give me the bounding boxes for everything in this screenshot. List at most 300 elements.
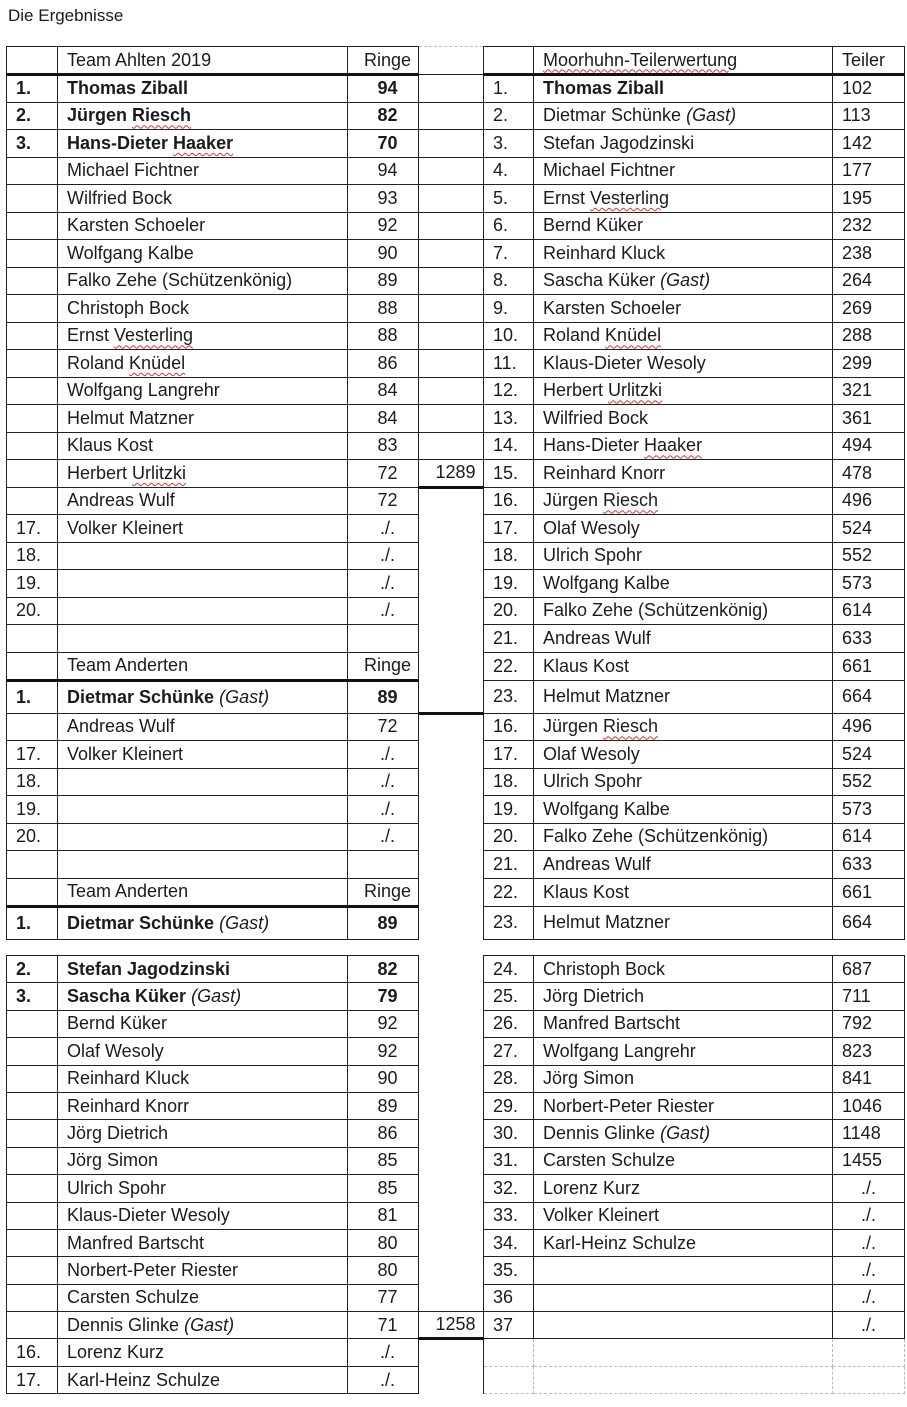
teiler-name-cell (534, 515, 833, 543)
table-row (7, 851, 905, 879)
teiler-rank-cell: 13. (484, 405, 534, 433)
name-cell (58, 377, 348, 405)
name-cell (58, 1147, 348, 1174)
teiler-rank-cell: 4. (484, 157, 534, 185)
rank-cell (7, 185, 58, 213)
table-row (7, 240, 905, 268)
teiler-cell: 614 (833, 823, 905, 851)
teiler-rank-cell: 3. (484, 130, 534, 158)
teiler-cell: 661 (833, 652, 905, 680)
teiler-rank-cell: 5. (484, 185, 534, 213)
teiler-name-cell (534, 1120, 833, 1147)
teiler-name-cell (534, 405, 833, 433)
teiler-cell: 573 (833, 796, 905, 824)
teiler-cell: 1148 (833, 1120, 905, 1147)
ringe-header: Ringe (348, 652, 419, 680)
sum-cell (419, 1257, 484, 1284)
name-cell (58, 460, 348, 488)
teiler-cell: 113 (833, 102, 905, 130)
rank-cell (7, 487, 58, 515)
sum-cell (419, 1010, 484, 1037)
teiler-name-cell: Helmut Matzner (534, 680, 833, 713)
rank-cell: 17. (7, 515, 58, 543)
rank-cell (7, 1010, 58, 1037)
player-name: Andreas Wulf (67, 490, 175, 511)
rank-cell (7, 350, 58, 378)
player-name: Volker Kleinert (67, 743, 184, 764)
teiler-rank-cell: 6. (484, 212, 534, 240)
teiler-name-cell: Klaus Kost (534, 652, 833, 680)
teiler-rank-cell: 32. (484, 1175, 534, 1202)
sum-cell (419, 823, 484, 851)
teiler-rank-cell: 18. (484, 542, 534, 570)
teiler-rank-cell: 15. (484, 460, 534, 488)
moorhuhn-header: Moorhuhn-Teilerwertung (534, 47, 833, 75)
player-name: Hans-Dieter Haaker (543, 435, 703, 456)
name-cell (58, 350, 348, 378)
teiler-name-cell (534, 542, 833, 570)
ringe-cell: ./. (348, 768, 419, 796)
player-name: Lorenz Kurz (543, 1177, 641, 1198)
ringe-cell: 92 (348, 1010, 419, 1037)
player-name: Andreas Wulf (543, 627, 651, 648)
guest-tag: (Gast) (660, 270, 711, 291)
team-anderten-header-row (7, 878, 905, 906)
teiler-name-cell (534, 1229, 833, 1256)
table-row (7, 185, 905, 213)
table-row (7, 906, 905, 939)
player-name: Stefan Jagodzinski (67, 958, 231, 979)
ringe-cell: 92 (348, 212, 419, 240)
sum-cell (419, 432, 484, 460)
spelling-mark: Vesterling (590, 187, 670, 208)
sum-cell (419, 212, 484, 240)
sum-cell (419, 185, 484, 213)
ringe-cell: 88 (348, 295, 419, 323)
teiler-cell: 264 (833, 267, 905, 295)
teiler-cell: ./. (833, 1175, 905, 1202)
rank-cell: 20. (7, 597, 58, 625)
player-name: Michael Fichtner (543, 160, 676, 181)
teiler-name-cell (534, 851, 833, 879)
teiler-rank-cell: 25. (484, 983, 534, 1010)
name-cell (58, 768, 348, 796)
teiler-rank-cell: 19. (484, 796, 534, 824)
player-name: Sascha Küker (543, 270, 656, 291)
ringe-cell: 72 (348, 713, 419, 741)
rank-cell: 1. (7, 680, 58, 713)
ringe-header: Ringe (348, 47, 419, 75)
player-name: Reinhard Kluck (67, 1068, 190, 1089)
rank-cell: 17. (7, 1366, 58, 1394)
teiler-name-cell (534, 956, 833, 983)
name-cell (58, 1284, 348, 1311)
ringe-cell: ./. (348, 542, 419, 570)
rank-cell (7, 405, 58, 433)
table-row (7, 460, 905, 488)
player-name: Christoph Bock (543, 958, 666, 979)
rank-cell (7, 1038, 58, 1065)
player-name: Wolfgang Kalbe (543, 798, 670, 819)
player-name: Ernst Vesterling (67, 325, 194, 346)
player-name: Jürgen Riesch (67, 105, 192, 126)
player-name: Roland Knüdel (67, 352, 186, 373)
table-row (7, 322, 905, 350)
teiler-cell: 321 (833, 377, 905, 405)
rank-cell (7, 1284, 58, 1311)
teiler-rank-cell: 17. (484, 741, 534, 769)
player-name: Herbert Urlitzki (67, 462, 187, 483)
rank-cell (7, 377, 58, 405)
sum-cell (419, 377, 484, 405)
ringe-cell: 90 (348, 1065, 419, 1092)
rank-cell (7, 157, 58, 185)
player-name: Olaf Wesoly (543, 743, 640, 764)
player-name: Ulrich Spohr (67, 1177, 167, 1198)
ringe-cell: ./. (348, 1366, 419, 1394)
name-cell (58, 157, 348, 185)
ringe-cell: 89 (348, 680, 419, 713)
name-cell (58, 515, 348, 543)
teiler-cell: 633 (833, 625, 905, 653)
name-cell (58, 851, 348, 879)
player-name: Klaus Kost (67, 435, 154, 456)
sum-cell (419, 102, 484, 130)
table-row (7, 487, 905, 515)
teiler-cell: 524 (833, 741, 905, 769)
teiler-name-cell (534, 1312, 833, 1339)
ringe-cell: ./. (348, 741, 419, 769)
ringe-cell: 89 (348, 267, 419, 295)
teiler-rank-cell: 22. (484, 878, 534, 906)
name-cell (58, 322, 348, 350)
player-name: Reinhard Kluck (543, 242, 666, 263)
table-row (7, 1065, 905, 1092)
sum-cell (419, 1202, 484, 1229)
teiler-name-cell (534, 1065, 833, 1092)
table-row (7, 130, 905, 158)
ringe-cell: 89 (348, 906, 419, 939)
ringe-cell: 72 (348, 460, 419, 488)
table-row (7, 1284, 905, 1311)
sum-cell (419, 713, 484, 741)
teiler-cell: 238 (833, 240, 905, 268)
sum-cell (419, 851, 484, 879)
name-cell (58, 267, 348, 295)
teiler-rank-cell: 27. (484, 1038, 534, 1065)
rank-cell: 2. (7, 102, 58, 130)
sum-cell (419, 1120, 484, 1147)
player-name: Sascha Küker (67, 986, 187, 1007)
page-title: Die Ergebnisse (8, 6, 124, 25)
player-name: Thomas Ziball (543, 78, 665, 99)
name-cell (58, 130, 348, 158)
teiler-name-cell (534, 597, 833, 625)
player-name: Helmut Matzner (67, 407, 195, 428)
rank-cell (7, 1147, 58, 1174)
spelling-mark: Urlitzki (132, 462, 187, 483)
ringe-cell: ./. (348, 570, 419, 598)
player-name: Andreas Wulf (543, 853, 651, 874)
player-name: Reinhard Knorr (67, 1095, 190, 1116)
sum-cell (419, 768, 484, 796)
spelling-mark: Vesterling (114, 325, 194, 346)
player-name: Volker Kleinert (67, 517, 184, 538)
name-cell (58, 570, 348, 598)
table-row (7, 713, 905, 741)
ringe-cell: ./. (348, 1339, 419, 1367)
name-cell (58, 185, 348, 213)
team-anderten-header: Team Anderten (58, 878, 348, 906)
teiler-cell: 299 (833, 350, 905, 378)
player-name: Ulrich Spohr (543, 771, 643, 792)
teiler-name-cell (534, 157, 833, 185)
name-cell (58, 487, 348, 515)
ringe-cell: 72 (348, 487, 419, 515)
name-cell (58, 75, 348, 103)
name-cell (58, 1229, 348, 1256)
player-name: Karsten Schoeler (67, 215, 206, 236)
rank-cell (7, 1229, 58, 1256)
results-table-upper (6, 46, 905, 940)
guest-tag: (Gast) (686, 105, 737, 126)
teiler-cell: 614 (833, 597, 905, 625)
sum-cell (419, 157, 484, 185)
name-cell (58, 102, 348, 130)
name-cell (58, 983, 348, 1010)
teiler-rank-cell: 9. (484, 295, 534, 323)
table-row (7, 75, 905, 103)
teiler-name-cell (534, 1092, 833, 1119)
teiler-rank-cell: 1. (484, 75, 534, 103)
teiler-cell: 496 (833, 487, 905, 515)
spelling-mark: Haaker (173, 132, 234, 153)
player-name: Wilfried Bock (543, 407, 649, 428)
name-cell (58, 1038, 348, 1065)
teiler-cell: 361 (833, 405, 905, 433)
teiler-rank-cell: 24. (484, 956, 534, 983)
spelling-mark: Haaker (644, 435, 703, 456)
player-name: Stefan Jagodzinski (543, 132, 695, 153)
teiler-rank-cell: 23. (484, 680, 534, 713)
player-name: Reinhard Knorr (543, 462, 666, 483)
player-name: Carsten Schulze (543, 1150, 676, 1171)
player-name: Jörg Simon (543, 1068, 635, 1089)
spelling-mark: Urlitzki (608, 380, 663, 401)
sum-cell (419, 983, 484, 1010)
teiler-name-cell (534, 1010, 833, 1037)
teiler-name-cell: Helmut Matzner (534, 906, 833, 939)
ringe-cell: 89 (348, 1092, 419, 1119)
player-name: Manfred Bartscht (543, 1013, 681, 1034)
ringe-cell: 80 (348, 1229, 419, 1256)
sum-cell (419, 1038, 484, 1065)
ringe-cell: 85 (348, 1175, 419, 1202)
teiler-rank-cell: 22. (484, 652, 534, 680)
teiler-name-cell (534, 102, 833, 130)
name-cell: Lorenz Kurz (58, 1339, 348, 1367)
teiler-cell: 177 (833, 157, 905, 185)
rank-cell (7, 432, 58, 460)
teiler-name-cell (534, 741, 833, 769)
sum-cell (419, 1229, 484, 1256)
player-name: Jürgen Riesch (543, 716, 659, 737)
table-row (7, 432, 905, 460)
table-row (7, 625, 905, 653)
name-cell (58, 212, 348, 240)
name-cell (58, 1010, 348, 1037)
rank-cell (7, 625, 58, 653)
teiler-cell: 524 (833, 515, 905, 543)
rank-cell (7, 1312, 58, 1339)
teiler-rank-cell: 20. (484, 823, 534, 851)
teiler-cell: ./. (833, 1312, 905, 1339)
sum-cell (419, 1284, 484, 1311)
teiler-name-cell (534, 295, 833, 323)
rank-cell: 19. (7, 570, 58, 598)
teiler-cell: 711 (833, 983, 905, 1010)
teiler-rank-cell: 8. (484, 267, 534, 295)
player-name: Ernst Vesterling (543, 187, 670, 208)
rank-cell (7, 1092, 58, 1119)
ringe-cell: 80 (348, 1257, 419, 1284)
sum-cell: 1258 (419, 1312, 484, 1339)
player-name: Karl-Heinz Schulze (543, 1232, 697, 1253)
teiler-rank-cell: 18. (484, 768, 534, 796)
teiler-name-cell (534, 796, 833, 824)
name-cell (58, 1065, 348, 1092)
table-row (7, 1229, 905, 1256)
teiler-rank-cell: 7. (484, 240, 534, 268)
table-row (7, 983, 905, 1010)
teiler-name-cell (534, 322, 833, 350)
sum-cell: 1289 (419, 460, 484, 488)
ringe-cell: 93 (348, 185, 419, 213)
teiler-rank-cell: 34. (484, 1229, 534, 1256)
teiler-name-cell (534, 713, 833, 741)
rank-cell: 17. (7, 741, 58, 769)
table-row (7, 1366, 905, 1394)
table-row (7, 1038, 905, 1065)
player-name: Jörg Dietrich (67, 1123, 169, 1144)
teiler-name-cell (534, 267, 833, 295)
sum-cell (419, 956, 484, 983)
name-cell (58, 1175, 348, 1202)
player-name: Jörg Simon (67, 1150, 159, 1171)
rank-cell: 1. (7, 906, 58, 939)
teiler-cell: ./. (833, 1229, 905, 1256)
ringe-cell: 84 (348, 405, 419, 433)
rank-cell (7, 1120, 58, 1147)
player-name: Wolfgang Kalbe (67, 242, 194, 263)
player-name: Norbert-Peter Riester (543, 1095, 715, 1116)
teiler-rank-cell: 12. (484, 377, 534, 405)
teiler-cell: 687 (833, 956, 905, 983)
table-row (7, 212, 905, 240)
ringe-cell: 83 (348, 432, 419, 460)
teiler-cell: 288 (833, 322, 905, 350)
teiler-rank-cell: 21. (484, 625, 534, 653)
teiler-header: Teiler (833, 47, 905, 75)
rank-cell (7, 212, 58, 240)
player-name: Andreas Wulf (67, 716, 175, 737)
sum-cell (419, 322, 484, 350)
table-row (7, 350, 905, 378)
table-row (7, 1175, 905, 1202)
player-name: Olaf Wesoly (543, 517, 640, 538)
ringe-cell: 77 (348, 1284, 419, 1311)
table-row (7, 1202, 905, 1229)
teiler-rank-cell: 19. (484, 570, 534, 598)
rank-cell: 18. (7, 542, 58, 570)
sum-cell (419, 570, 484, 598)
player-name: Thomas Ziball (67, 78, 189, 99)
player-name: Olaf Wesoly (67, 1040, 164, 1061)
player-name: Volker Kleinert (543, 1205, 660, 1226)
teiler-cell: 478 (833, 460, 905, 488)
rank-cell (7, 713, 58, 741)
rank-cell (7, 851, 58, 879)
ringe-cell: 71 (348, 1312, 419, 1339)
teiler-name-cell (534, 823, 833, 851)
results-table-lower (6, 955, 905, 1394)
sum-cell (419, 295, 484, 323)
table-row (7, 157, 905, 185)
player-name: Norbert-Peter Riester (67, 1259, 239, 1280)
ringe-cell: 82 (348, 956, 419, 983)
table-row (7, 796, 905, 824)
table-row (7, 1339, 905, 1367)
teiler-cell: 1046 (833, 1092, 905, 1119)
table-row (7, 1010, 905, 1037)
name-cell (58, 680, 348, 713)
spelling-mark: Knüdel (605, 325, 662, 346)
name-cell (58, 625, 348, 653)
team-ahlten-header: Team Ahlten 2019 (58, 47, 348, 75)
guest-tag: (Gast) (219, 686, 270, 707)
ringe-cell: ./. (348, 515, 419, 543)
rank-cell (7, 322, 58, 350)
ringe-cell: 82 (348, 102, 419, 130)
teiler-name-cell (534, 185, 833, 213)
name-cell (58, 1312, 348, 1339)
teiler-name-cell (534, 350, 833, 378)
table-row (7, 377, 905, 405)
ringe-cell: 70 (348, 130, 419, 158)
teiler-name-cell (534, 983, 833, 1010)
ringe-cell: 86 (348, 1120, 419, 1147)
name-cell (58, 1092, 348, 1119)
rank-cell (7, 240, 58, 268)
player-name: Bernd Küker (67, 1013, 168, 1034)
player-name: Jürgen Riesch (543, 490, 659, 511)
table-row (7, 956, 905, 983)
teiler-cell: 573 (833, 570, 905, 598)
table-row (7, 1257, 905, 1284)
table-row (7, 1120, 905, 1147)
ringe-cell: ./. (348, 796, 419, 824)
guest-tag: (Gast) (219, 912, 270, 933)
teiler-cell: 195 (833, 185, 905, 213)
ringe-cell: 94 (348, 75, 419, 103)
ringe-cell: ./. (348, 823, 419, 851)
player-name: Wolfgang Langrehr (67, 380, 220, 401)
ringe-cell: 86 (348, 350, 419, 378)
spelling-mark: Riesch (603, 490, 659, 511)
teiler-cell: 792 (833, 1010, 905, 1037)
player-name: Wolfgang Kalbe (543, 572, 670, 593)
teiler-name-cell (534, 75, 833, 103)
